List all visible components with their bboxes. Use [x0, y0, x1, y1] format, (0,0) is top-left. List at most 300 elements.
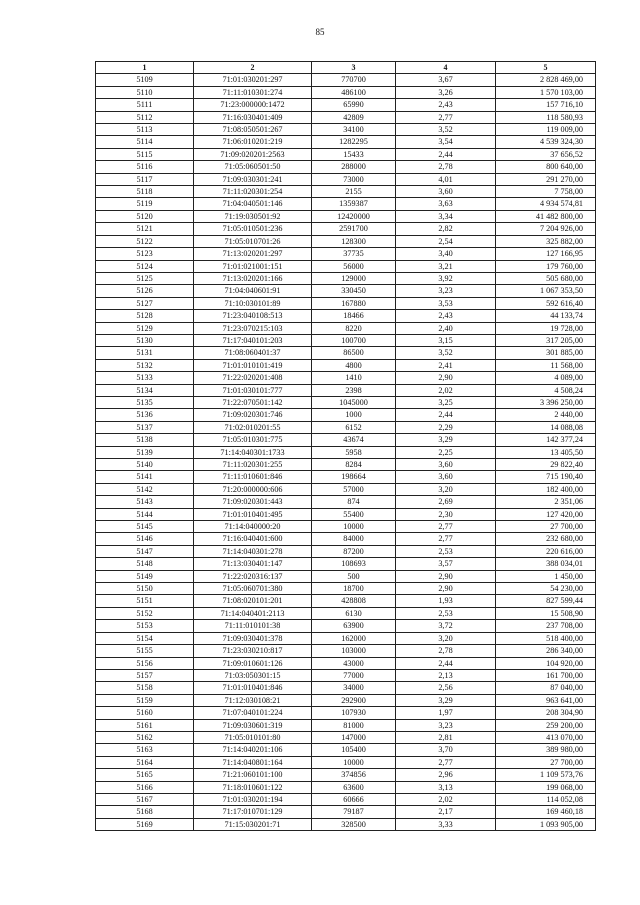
row-number: 5164 [96, 756, 194, 768]
table-row [96, 533, 596, 545]
row-number: 5113 [96, 124, 194, 136]
table-row [96, 558, 596, 570]
rate-value: 2,17 [396, 806, 496, 818]
table-row [96, 434, 596, 446]
rate-value: 3,52 [396, 347, 496, 359]
row-number: 5151 [96, 595, 194, 607]
cadastral-number: 71:22:020316:137 [194, 570, 312, 582]
rate-value: 3,63 [396, 198, 496, 210]
table-row [96, 297, 596, 309]
cadastral-value: 388 034,01 [496, 558, 596, 570]
row-number: 5141 [96, 471, 194, 483]
row-number: 5128 [96, 310, 194, 322]
table-row [96, 285, 596, 297]
cadastral-number: 71:07:040101:224 [194, 707, 312, 719]
cadastral-value: 4 089,00 [496, 372, 596, 384]
row-number: 5165 [96, 769, 194, 781]
row-number: 5120 [96, 210, 194, 222]
cadastral-value: 1 093 905,00 [496, 818, 596, 830]
area-value: 86500 [312, 347, 396, 359]
rate-value: 2,44 [396, 148, 496, 160]
table-row [96, 583, 596, 595]
cadastral-number: 71:17:010701:129 [194, 806, 312, 818]
area-value: 129000 [312, 272, 396, 284]
cadastral-value: 1 450,00 [496, 570, 596, 582]
rate-value: 3,60 [396, 471, 496, 483]
table-row [96, 446, 596, 458]
row-number: 5133 [96, 372, 194, 384]
area-value: 328500 [312, 818, 396, 830]
row-number: 5119 [96, 198, 194, 210]
cadastral-value: 29 822,40 [496, 459, 596, 471]
rate-value: 2,54 [396, 235, 496, 247]
area-value: 55400 [312, 508, 396, 520]
cadastral-value: 7 204 926,00 [496, 223, 596, 235]
area-value: 100700 [312, 334, 396, 346]
cadastral-value: 4 508,24 [496, 384, 596, 396]
area-value: 57000 [312, 483, 396, 495]
table-row [96, 223, 596, 235]
table-row [96, 111, 596, 123]
table-row [96, 186, 596, 198]
rate-value: 3,29 [396, 694, 496, 706]
area-value: 167880 [312, 297, 396, 309]
row-number: 5166 [96, 781, 194, 793]
row-number: 5134 [96, 384, 194, 396]
row-number: 5158 [96, 682, 194, 694]
cadastral-number: 71:11:010601:846 [194, 471, 312, 483]
cadastral-number: 71:09:030301:241 [194, 173, 312, 185]
table-row [96, 570, 596, 582]
rate-value: 1,97 [396, 707, 496, 719]
rate-value: 2,77 [396, 756, 496, 768]
cadastral-value: 518 400,00 [496, 632, 596, 644]
table-body [96, 74, 596, 831]
table-row [96, 310, 596, 322]
cadastral-value: 54 230,00 [496, 583, 596, 595]
cadastral-value: 505 680,00 [496, 272, 596, 284]
cadastral-number: 71:11:020301:255 [194, 459, 312, 471]
table-row [96, 806, 596, 818]
table-row [96, 607, 596, 619]
cadastral-number: 71:01:030201:194 [194, 793, 312, 805]
rate-value: 2,02 [396, 384, 496, 396]
cadastral-value: 13 405,50 [496, 446, 596, 458]
row-number: 5161 [96, 719, 194, 731]
rate-value: 3,20 [396, 632, 496, 644]
cadastral-number: 71:18:010601:122 [194, 781, 312, 793]
table-row [96, 756, 596, 768]
area-value: 77000 [312, 669, 396, 681]
column-header-3: 3 [312, 62, 396, 74]
cadastral-number: 71:08:020101:201 [194, 595, 312, 607]
cadastral-value: 4 539 324,30 [496, 136, 596, 148]
table-row [96, 347, 596, 359]
cadastral-number: 71:01:021001:151 [194, 260, 312, 272]
area-value: 10000 [312, 521, 396, 533]
row-number: 5145 [96, 521, 194, 533]
cadastral-value: 2 828 469,00 [496, 74, 596, 86]
rate-value: 2,53 [396, 545, 496, 557]
header-row [96, 62, 596, 74]
cadastral-number: 71:04:040601:91 [194, 285, 312, 297]
area-value: 79187 [312, 806, 396, 818]
area-value: 147000 [312, 731, 396, 743]
page-number: 85 [315, 27, 325, 37]
rate-value: 2,53 [396, 607, 496, 619]
cadastral-number: 71:01:030101:777 [194, 384, 312, 396]
area-value: 6152 [312, 421, 396, 433]
rate-value: 2,90 [396, 372, 496, 384]
cadastral-number: 71:22:020201:408 [194, 372, 312, 384]
rate-value: 2,77 [396, 521, 496, 533]
cadastral-number: 71:01:010101:419 [194, 359, 312, 371]
row-number: 5116 [96, 161, 194, 173]
area-value: 18466 [312, 310, 396, 322]
table-row [96, 781, 596, 793]
area-value: 500 [312, 570, 396, 582]
cadastral-value: 259 200,00 [496, 719, 596, 731]
rate-value: 2,78 [396, 161, 496, 173]
row-number: 5136 [96, 409, 194, 421]
table-row [96, 198, 596, 210]
rate-value: 2,90 [396, 570, 496, 582]
cadastral-number: 71:09:030401:378 [194, 632, 312, 644]
cadastral-number: 71:15:030201:71 [194, 818, 312, 830]
cadastral-value: 592 616,40 [496, 297, 596, 309]
row-number: 5110 [96, 86, 194, 98]
row-number: 5155 [96, 645, 194, 657]
area-value: 1045000 [312, 396, 396, 408]
row-number: 5157 [96, 669, 194, 681]
area-value: 37735 [312, 248, 396, 260]
table-row [96, 322, 596, 334]
cadastral-value: 291 270,00 [496, 173, 596, 185]
row-number: 5130 [96, 334, 194, 346]
table-row [96, 496, 596, 508]
cadastral-value: 800 640,00 [496, 161, 596, 173]
cadastral-number: 71:02:010201:55 [194, 421, 312, 433]
table-row [96, 248, 596, 260]
rate-value: 2,40 [396, 322, 496, 334]
cadastral-value: 2 351,06 [496, 496, 596, 508]
area-value: 34100 [312, 124, 396, 136]
area-value: 108693 [312, 558, 396, 570]
cadastral-value: 44 133,74 [496, 310, 596, 322]
cadastral-number: 71:01:030201:297 [194, 74, 312, 86]
area-value: 428808 [312, 595, 396, 607]
cadastral-number: 71:23:030210:817 [194, 645, 312, 657]
cadastral-number: 71:16:040401:600 [194, 533, 312, 545]
area-value: 2398 [312, 384, 396, 396]
table-row [96, 161, 596, 173]
row-number: 5159 [96, 694, 194, 706]
area-value: 107930 [312, 707, 396, 719]
area-value: 374856 [312, 769, 396, 781]
area-value: 6130 [312, 607, 396, 619]
table-row [96, 769, 596, 781]
row-number: 5154 [96, 632, 194, 644]
table-row [96, 508, 596, 520]
area-value: 8220 [312, 322, 396, 334]
cadastral-number: 71:05:010501:236 [194, 223, 312, 235]
table-row [96, 620, 596, 632]
cadastral-value: 157 716,10 [496, 99, 596, 111]
rate-value: 2,43 [396, 310, 496, 322]
row-number: 5115 [96, 148, 194, 160]
cadastral-number: 71:17:040101:203 [194, 334, 312, 346]
rate-value: 2,77 [396, 111, 496, 123]
rate-value: 2,56 [396, 682, 496, 694]
cadastral-value: 119 009,00 [496, 124, 596, 136]
cadastral-number: 71:22:070501:142 [194, 396, 312, 408]
cadastral-number: 71:05:010301:775 [194, 434, 312, 446]
table-row [96, 657, 596, 669]
area-value: 105400 [312, 744, 396, 756]
table-row [96, 334, 596, 346]
area-value: 87200 [312, 545, 396, 557]
cadastral-value: 127 420,00 [496, 508, 596, 520]
row-number: 5160 [96, 707, 194, 719]
table-row [96, 719, 596, 731]
cadastral-value: 389 980,00 [496, 744, 596, 756]
cadastral-number: 71:14:040201:106 [194, 744, 312, 756]
row-number: 5117 [96, 173, 194, 185]
area-value: 15433 [312, 148, 396, 160]
cadastral-value: 118 580,93 [496, 111, 596, 123]
cadastral-number: 71:13:020201:297 [194, 248, 312, 260]
rate-value: 3,23 [396, 285, 496, 297]
cadastral-number: 71:23:070215:103 [194, 322, 312, 334]
table-row [96, 372, 596, 384]
rate-value: 3,53 [396, 297, 496, 309]
area-value: 2591700 [312, 223, 396, 235]
cadastral-value: 182 400,00 [496, 483, 596, 495]
cadastral-value: 169 460,18 [496, 806, 596, 818]
table-row [96, 359, 596, 371]
cadastral-number: 71:03:050301:15 [194, 669, 312, 681]
rate-value: 3,40 [396, 248, 496, 260]
row-number: 5135 [96, 396, 194, 408]
rate-value: 2,41 [396, 359, 496, 371]
table-row [96, 421, 596, 433]
cadastral-value: 41 482 800,00 [496, 210, 596, 222]
cadastral-number: 71:19:030501:92 [194, 210, 312, 222]
rate-value: 2,82 [396, 223, 496, 235]
area-value: 73000 [312, 173, 396, 185]
cadastral-value: 27 700,00 [496, 756, 596, 768]
area-value: 34000 [312, 682, 396, 694]
cadastral-value: 1 067 353,50 [496, 285, 596, 297]
cadastral-value: 114 052,08 [496, 793, 596, 805]
area-value: 63600 [312, 781, 396, 793]
cadastral-number: 71:09:030601:319 [194, 719, 312, 731]
table-row [96, 272, 596, 284]
area-value: 770700 [312, 74, 396, 86]
cadastral-value: 3 396 250,00 [496, 396, 596, 408]
cadastral-number: 71:14:040401:2113 [194, 607, 312, 619]
row-number: 5148 [96, 558, 194, 570]
area-value: 1410 [312, 372, 396, 384]
cadastral-value: 325 882,00 [496, 235, 596, 247]
row-number: 5147 [96, 545, 194, 557]
rate-value: 3,54 [396, 136, 496, 148]
area-value: 10000 [312, 756, 396, 768]
area-value: 4800 [312, 359, 396, 371]
cadastral-value: 715 190,40 [496, 471, 596, 483]
cadastral-value: 142 377,24 [496, 434, 596, 446]
cadastral-value: 4 934 574,81 [496, 198, 596, 210]
cadastral-value: 127 166,95 [496, 248, 596, 260]
cadastral-value: 232 680,00 [496, 533, 596, 545]
row-number: 5139 [96, 446, 194, 458]
column-header-4: 4 [396, 62, 496, 74]
row-number: 5140 [96, 459, 194, 471]
cadastral-number: 71:23:000000:1472 [194, 99, 312, 111]
rate-value: 3,60 [396, 459, 496, 471]
table-row [96, 148, 596, 160]
row-number: 5132 [96, 359, 194, 371]
row-number: 5112 [96, 111, 194, 123]
row-number: 5149 [96, 570, 194, 582]
cadastral-value: 317 205,00 [496, 334, 596, 346]
data-table [95, 61, 596, 831]
cadastral-value: 37 656,52 [496, 148, 596, 160]
area-value: 12420000 [312, 210, 396, 222]
rate-value: 2,25 [396, 446, 496, 458]
cadastral-number: 71:11:010301:274 [194, 86, 312, 98]
area-value: 198664 [312, 471, 396, 483]
row-number: 5144 [96, 508, 194, 520]
rate-value: 2,90 [396, 583, 496, 595]
table-row [96, 521, 596, 533]
area-value: 1359387 [312, 198, 396, 210]
rate-value: 2,29 [396, 421, 496, 433]
area-value: 162000 [312, 632, 396, 644]
rate-value: 2,96 [396, 769, 496, 781]
rate-value: 2,44 [396, 409, 496, 421]
row-number: 5127 [96, 297, 194, 309]
rate-value: 2,77 [396, 533, 496, 545]
table-row [96, 793, 596, 805]
cadastral-value: 220 616,00 [496, 545, 596, 557]
cadastral-number: 71:09:020301:746 [194, 409, 312, 421]
row-number: 5109 [96, 74, 194, 86]
table-row [96, 459, 596, 471]
rate-value: 1,93 [396, 595, 496, 607]
rate-value: 2,69 [396, 496, 496, 508]
cadastral-number: 71:09:020201:2563 [194, 148, 312, 160]
cadastral-number: 71:11:010101:38 [194, 620, 312, 632]
rate-value: 3,21 [396, 260, 496, 272]
row-number: 5152 [96, 607, 194, 619]
area-value: 60666 [312, 793, 396, 805]
row-number: 5126 [96, 285, 194, 297]
area-value: 874 [312, 496, 396, 508]
rate-value: 2,02 [396, 793, 496, 805]
table-row [96, 99, 596, 111]
rate-value: 3,52 [396, 124, 496, 136]
row-number: 5129 [96, 322, 194, 334]
rate-value: 4,01 [396, 173, 496, 185]
table-row [96, 483, 596, 495]
cadastral-number: 71:08:060401:37 [194, 347, 312, 359]
table-row [96, 384, 596, 396]
table-row [96, 136, 596, 148]
row-number: 5124 [96, 260, 194, 272]
area-value: 5958 [312, 446, 396, 458]
row-number: 5163 [96, 744, 194, 756]
cadastral-value: 19 728,00 [496, 322, 596, 334]
table-row [96, 260, 596, 272]
row-number: 5146 [96, 533, 194, 545]
cadastral-value: 1 570 103,00 [496, 86, 596, 98]
table-row [96, 632, 596, 644]
table-row [96, 707, 596, 719]
cadastral-number: 71:10:030101:89 [194, 297, 312, 309]
table-row [96, 409, 596, 421]
table-row [96, 235, 596, 247]
rate-value: 3,20 [396, 483, 496, 495]
row-number: 5167 [96, 793, 194, 805]
table-row [96, 173, 596, 185]
row-number: 5111 [96, 99, 194, 111]
area-value: 103000 [312, 645, 396, 657]
cadastral-value: 161 700,00 [496, 669, 596, 681]
row-number: 5137 [96, 421, 194, 433]
rate-value: 3,33 [396, 818, 496, 830]
area-value: 288000 [312, 161, 396, 173]
cadastral-number: 71:13:020201:166 [194, 272, 312, 284]
table-row [96, 645, 596, 657]
cadastral-number: 71:11:020301:254 [194, 186, 312, 198]
area-value: 486100 [312, 86, 396, 98]
rate-value: 3,13 [396, 781, 496, 793]
table-row [96, 744, 596, 756]
rate-value: 2,81 [396, 731, 496, 743]
table-row [96, 694, 596, 706]
cadastral-number: 71:14:040301:278 [194, 545, 312, 557]
row-number: 5118 [96, 186, 194, 198]
cadastral-number: 71:14:040000:20 [194, 521, 312, 533]
cadastral-value: 104 920,00 [496, 657, 596, 669]
cadastral-number: 71:04:040501:146 [194, 198, 312, 210]
rate-value: 3,60 [396, 186, 496, 198]
area-value: 43674 [312, 434, 396, 446]
area-value: 8284 [312, 459, 396, 471]
table-row [96, 595, 596, 607]
area-value: 330450 [312, 285, 396, 297]
cadastral-number: 71:14:040301:1733 [194, 446, 312, 458]
area-value: 1282295 [312, 136, 396, 148]
area-value: 81000 [312, 719, 396, 731]
row-number: 5123 [96, 248, 194, 260]
cadastral-value: 15 508,90 [496, 607, 596, 619]
rate-value: 3,34 [396, 210, 496, 222]
cadastral-value: 963 641,00 [496, 694, 596, 706]
row-number: 5125 [96, 272, 194, 284]
table-row [96, 396, 596, 408]
table-row [96, 818, 596, 830]
row-number: 5121 [96, 223, 194, 235]
cadastral-number: 71:05:060701:380 [194, 583, 312, 595]
column-header-2: 2 [194, 62, 312, 74]
rate-value: 2,44 [396, 657, 496, 669]
cadastral-number: 71:23:040108:513 [194, 310, 312, 322]
cadastral-number: 71:16:030401:409 [194, 111, 312, 123]
table-row [96, 210, 596, 222]
cadastral-number: 71:09:010601:126 [194, 657, 312, 669]
